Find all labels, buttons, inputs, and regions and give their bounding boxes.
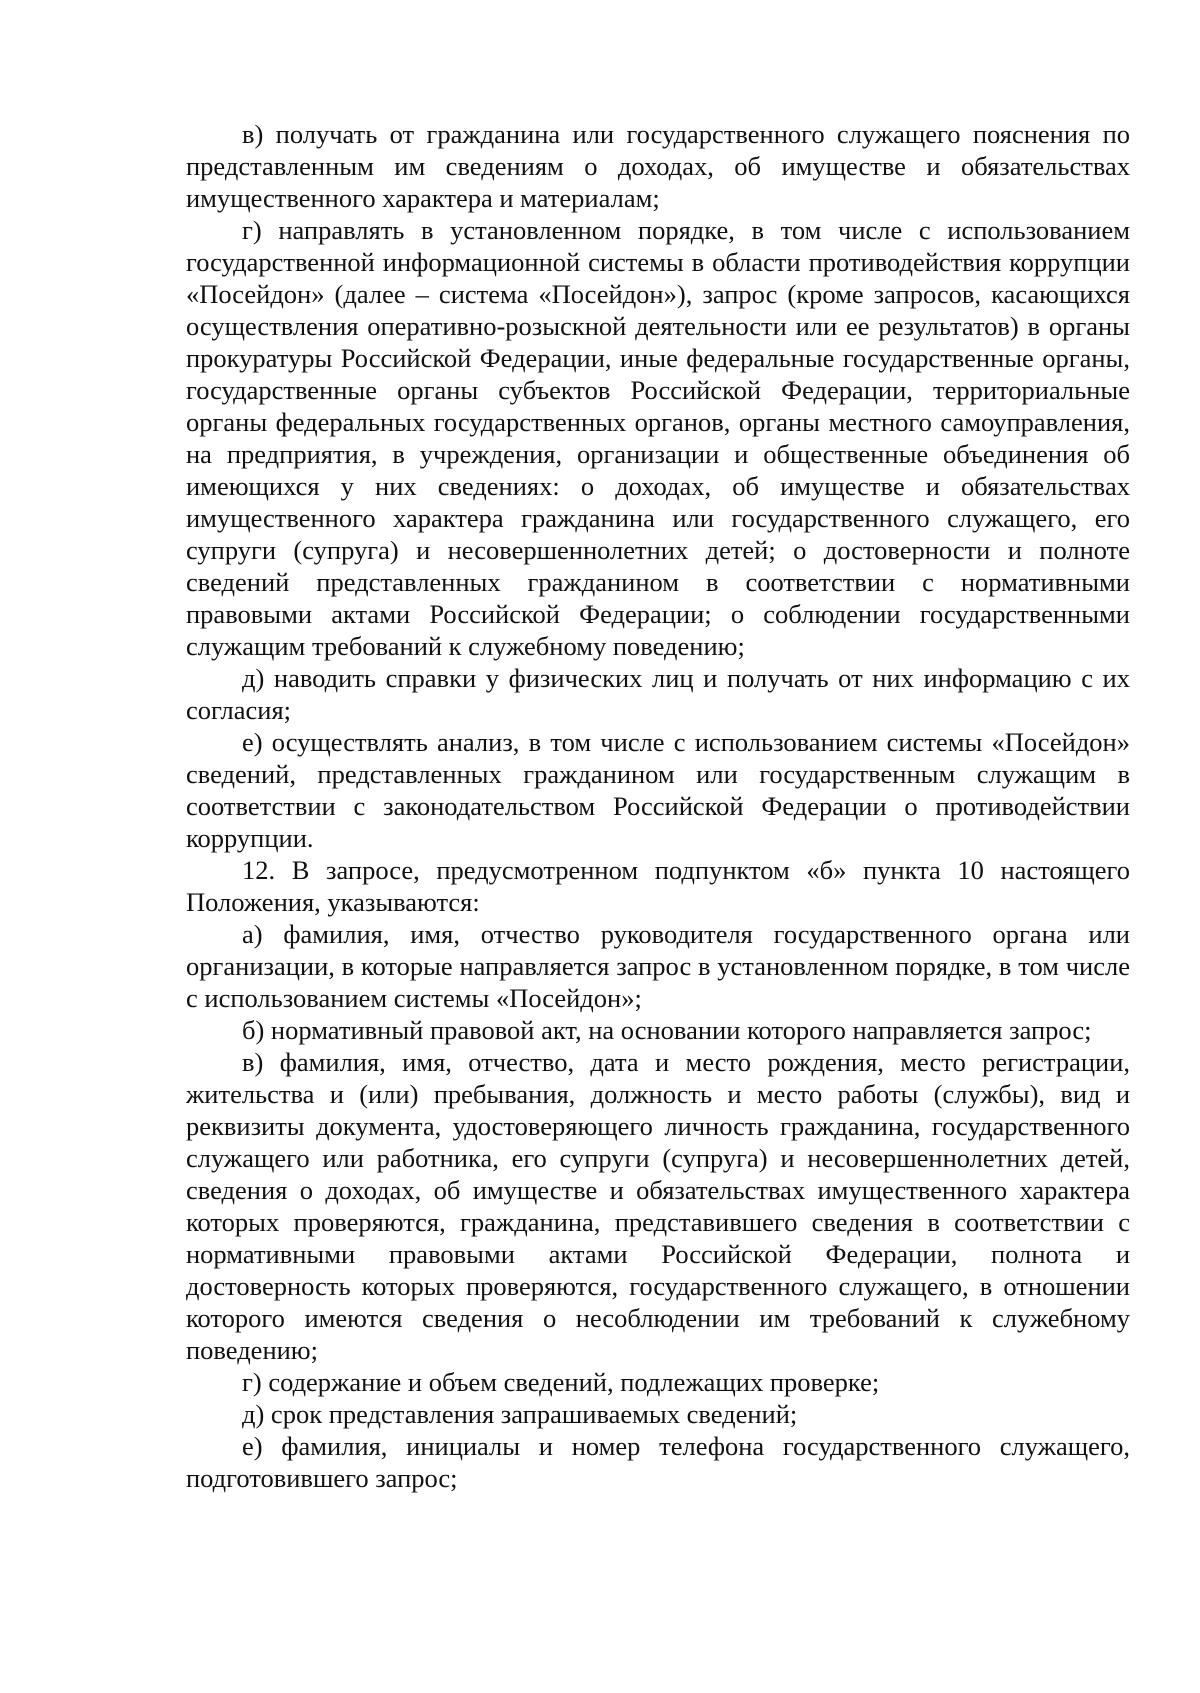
document-body	[186, 118, 1130, 1494]
paragraph-e-contact: е) фамилия, инициалы и номер телефона государственного служащего, подготовившего запрос;	[186, 1431, 1130, 1493]
paragraph-v-personal-data: в) фамилия, имя, отчество, дата и место рождения, место регистрации, жительства и (или) пребывания, должность и место работы (службы), вид и реквизиты документа, удостоверяющего личность гражданина, государственного служащего или работника, его супруги (супруга) и несовершеннолетних детей, сведения о доходах, об имуществе и обязательствах имущественного характера которых проверяются, гражданина, представившего сведения в соответствии с нормативными правовыми актами Российской Федерации, полнота и достоверность которых проверяются, государственного служащего, в отношении которого имеются сведения о несоблюдении им требований к служебному поведению;	[186, 1047, 1130, 1365]
paragraph-12-heading: 12. В запросе, предусмотренном подпунктом «б» пункта 10 настоящего Положения, указываются:	[186, 855, 1130, 917]
paragraph-v-explanations: в) получать от гражданина или государственного служащего пояснения по представленным им сведениям о доходах, об имуществе и обязательствах имущественного характера и материалам;	[186, 119, 1130, 213]
paragraph-g-requests: г) направлять в установленном порядке, в том числе с использованием государственной информационной системы в области противодействия коррупции «Посейдон» (далее – система «Посейдон»), запрос (кроме запросов, касающихся осуществления оперативно-розыскной деятельности или ее результатов) в органы прокуратуры Российской Федерации, иные федеральные государственные органы, государственные органы субъектов Российской Федерации, территориальные органы федеральных государственных органов, органы местного самоуправления, на предприятия, в учреждения, организации и общественные объединения об имеющихся у них сведениях: о доходах, об имуществе и обязательствах имущественного характера гражданина или государственного служащего, его супруги (супруга) и несовершеннолетних детей; о достоверности и полноте сведений представленных гражданином в соответствии с нормативными правовыми актами Российской Федерации; о соблюдении государственными служащим требований к служебному поведению;	[186, 215, 1130, 661]
paragraph-a-name: а) фамилия, имя, отчество руководителя государственного органа или организации, в которые направляется запрос в установленном порядке, в том числе с использованием системы «Посейдон»;	[186, 919, 1130, 1013]
paragraph-d-inquiries: д) наводить справки у физических лиц и получать от них информацию с их согласия;	[186, 663, 1130, 725]
paragraph-b-legal-act: б) нормативный правовой акт, на основании которого направляется запрос;	[242, 1015, 1092, 1045]
paragraph-e-analysis: е) осуществлять анализ, в том числе с использованием системы «Посейдон» сведений, представленных гражданином или государственным служащим в соответствии с законодательством Российской Федерации о противодействии коррупции.	[186, 727, 1130, 853]
paragraph-g-content: г) содержание и объем сведений, подлежащих проверке;	[242, 1367, 880, 1397]
paragraph-d-deadline: д) срок представления запрашиваемых сведений;	[242, 1399, 798, 1429]
